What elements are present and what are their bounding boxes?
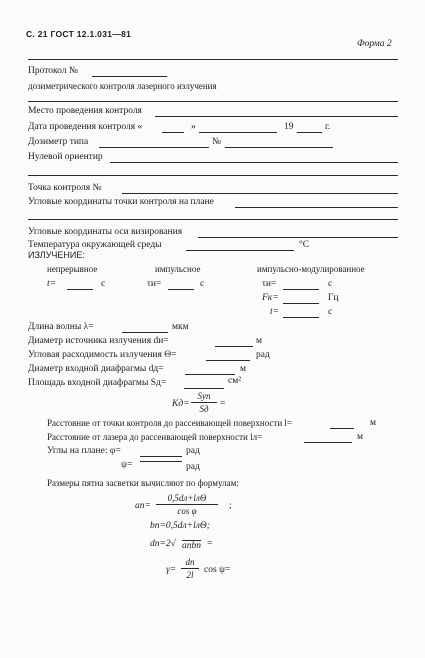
pulsed-tau: τи= bbox=[147, 279, 162, 289]
k-formula-rhs: = bbox=[220, 399, 226, 409]
modulated-t: t= bbox=[270, 307, 280, 317]
point-number-blank bbox=[122, 193, 398, 194]
spot-b-formula: bп=0,5dл+lлΘ; bbox=[150, 521, 210, 531]
angles-psi-blank bbox=[140, 461, 182, 462]
modulated-f-unit: Гц bbox=[328, 293, 339, 303]
pulsed-tau-unit: с bbox=[200, 279, 205, 289]
dosimeter-number-blank bbox=[225, 147, 333, 148]
gamma-denominator: 2l bbox=[186, 570, 194, 580]
year-suffix: г. bbox=[325, 122, 331, 132]
protocol-rule bbox=[28, 101, 398, 102]
form-label: Форма 2 bbox=[357, 39, 392, 49]
point-rule bbox=[28, 219, 398, 220]
source-diameter-blank bbox=[215, 346, 253, 347]
temperature-label: Температура окружающей среды bbox=[28, 240, 162, 250]
place-label: Место проведения контроля bbox=[28, 106, 142, 116]
spot-d-radicand: aпbп bbox=[182, 541, 201, 551]
distance-laser-unit: м bbox=[357, 432, 364, 442]
year-prefix: 19 bbox=[284, 122, 294, 132]
year-blank bbox=[297, 132, 322, 133]
gamma-rhs: cos ψ= bbox=[204, 565, 231, 575]
k-formula-fraction bbox=[191, 391, 217, 414]
modulated-t-unit: с bbox=[328, 307, 333, 317]
point-coords-label: Угловые координаты точки контроля на плане bbox=[28, 197, 214, 207]
gamma-fraction bbox=[181, 557, 199, 580]
modulated-f: Fк= bbox=[262, 293, 279, 303]
aperture-diameter-label: Диаметр входной диафрагмы dд= bbox=[28, 364, 164, 374]
k-formula-denominator: Sд bbox=[199, 404, 209, 414]
page-header: С. 21 ГОСТ 12.1.031—81 bbox=[26, 29, 132, 39]
radiation-title: ИЗЛУЧЕНИЕ: bbox=[28, 250, 85, 260]
header-rule bbox=[28, 59, 398, 60]
spot-d-lhs: dп=2√ bbox=[150, 539, 176, 549]
spot-a-end: ; bbox=[229, 501, 232, 511]
distance-laser-blank bbox=[304, 442, 352, 443]
dosimeter-type-blank bbox=[99, 147, 209, 148]
continuous-t-blank bbox=[67, 289, 93, 290]
point-coords-blank bbox=[235, 207, 398, 208]
source-diameter-unit: м bbox=[256, 336, 263, 346]
protocol-subtitle: дозиметрического контроля лазерного излучения bbox=[28, 81, 217, 91]
protocol-number-blank bbox=[92, 76, 167, 77]
radiation-modulated: импульсно-модулированное bbox=[257, 264, 365, 274]
date-day-blank bbox=[162, 132, 184, 133]
angles-psi-unit: рад bbox=[186, 462, 200, 472]
spot-a-fraction bbox=[156, 493, 218, 516]
aperture-area-unit: см² bbox=[228, 376, 242, 386]
aperture-area-label: Площадь входной диафрагмы Sд= bbox=[28, 378, 167, 388]
source-diameter-label: Диаметр источника излучения dи= bbox=[28, 336, 169, 346]
divergence-unit: рад bbox=[256, 350, 270, 360]
date-label: Дата проведения контроля « bbox=[28, 122, 143, 132]
modulated-tau-blank bbox=[283, 289, 319, 290]
wavelength-blank bbox=[122, 332, 168, 333]
modulated-tau-unit: с bbox=[328, 279, 333, 289]
angles-phi-label: Углы на плане: φ= bbox=[47, 446, 121, 456]
temperature-unit: °С bbox=[299, 240, 310, 250]
angles-psi-label: ψ= bbox=[121, 460, 133, 470]
spot-d-end: = bbox=[207, 539, 213, 549]
continuous-t-unit: с bbox=[101, 279, 106, 289]
gamma-lhs: γ= bbox=[166, 565, 177, 575]
aperture-diameter-unit: м bbox=[240, 364, 247, 374]
spot-a-denominator: cos φ bbox=[177, 506, 197, 516]
spot-a-lhs: aп= bbox=[135, 501, 151, 511]
modulated-tau: τи= bbox=[262, 279, 277, 289]
gamma-numerator: dп bbox=[181, 557, 199, 569]
modulated-t-blank bbox=[283, 317, 319, 318]
temperature-blank bbox=[186, 250, 294, 251]
distance-laser-label: Расстояние от лазера до рассеивающей поверхности lл= bbox=[47, 432, 263, 442]
k-formula-numerator: Sуп bbox=[191, 391, 217, 403]
spot-a-numerator: 0,5dл+lлΘ bbox=[156, 493, 218, 505]
angles-phi-blank bbox=[140, 456, 182, 457]
date-close-quote: » bbox=[191, 122, 196, 132]
modulated-f-blank bbox=[283, 303, 319, 304]
place-blank bbox=[155, 116, 398, 117]
zero-label: Нулевой ориентир bbox=[28, 152, 103, 162]
distance-point-unit: м bbox=[370, 418, 377, 428]
divergence-blank bbox=[206, 360, 250, 361]
point-number-label: Точка контроля № bbox=[28, 183, 102, 193]
k-formula-lhs: Kд= bbox=[172, 399, 190, 409]
distance-point-label: Расстояние от точки контроля до рассеивающей поверхности l= bbox=[47, 418, 292, 428]
axis-label: Угловые координаты оси визирования bbox=[28, 227, 183, 237]
wavelength-unit: мкм bbox=[172, 322, 189, 332]
radiation-pulsed: импульсное bbox=[155, 264, 201, 274]
dosimeter-label: Дозиметр типа bbox=[28, 137, 89, 147]
axis-blank bbox=[198, 237, 398, 238]
wavelength-label: Длина волны λ= bbox=[28, 322, 94, 332]
aperture-area-blank bbox=[184, 388, 224, 389]
divergence-label: Угловая расходимость излучения Θ= bbox=[28, 350, 177, 360]
protocol-title: Протокол № bbox=[28, 66, 78, 76]
zero-rule bbox=[28, 175, 398, 176]
spot-intro: Размеры пятна засветки вычисляют по формулам: bbox=[47, 478, 239, 488]
aperture-diameter-blank bbox=[185, 374, 235, 375]
radiation-continuous: непрерывное bbox=[47, 264, 98, 274]
distance-point-blank bbox=[330, 428, 354, 429]
zero-blank bbox=[110, 162, 398, 163]
angles-phi-unit: рад bbox=[186, 446, 200, 456]
continuous-t: t= bbox=[47, 279, 57, 289]
dosimeter-number-label: № bbox=[212, 137, 222, 147]
date-month-blank bbox=[199, 132, 277, 133]
pulsed-tau-blank bbox=[168, 289, 194, 290]
